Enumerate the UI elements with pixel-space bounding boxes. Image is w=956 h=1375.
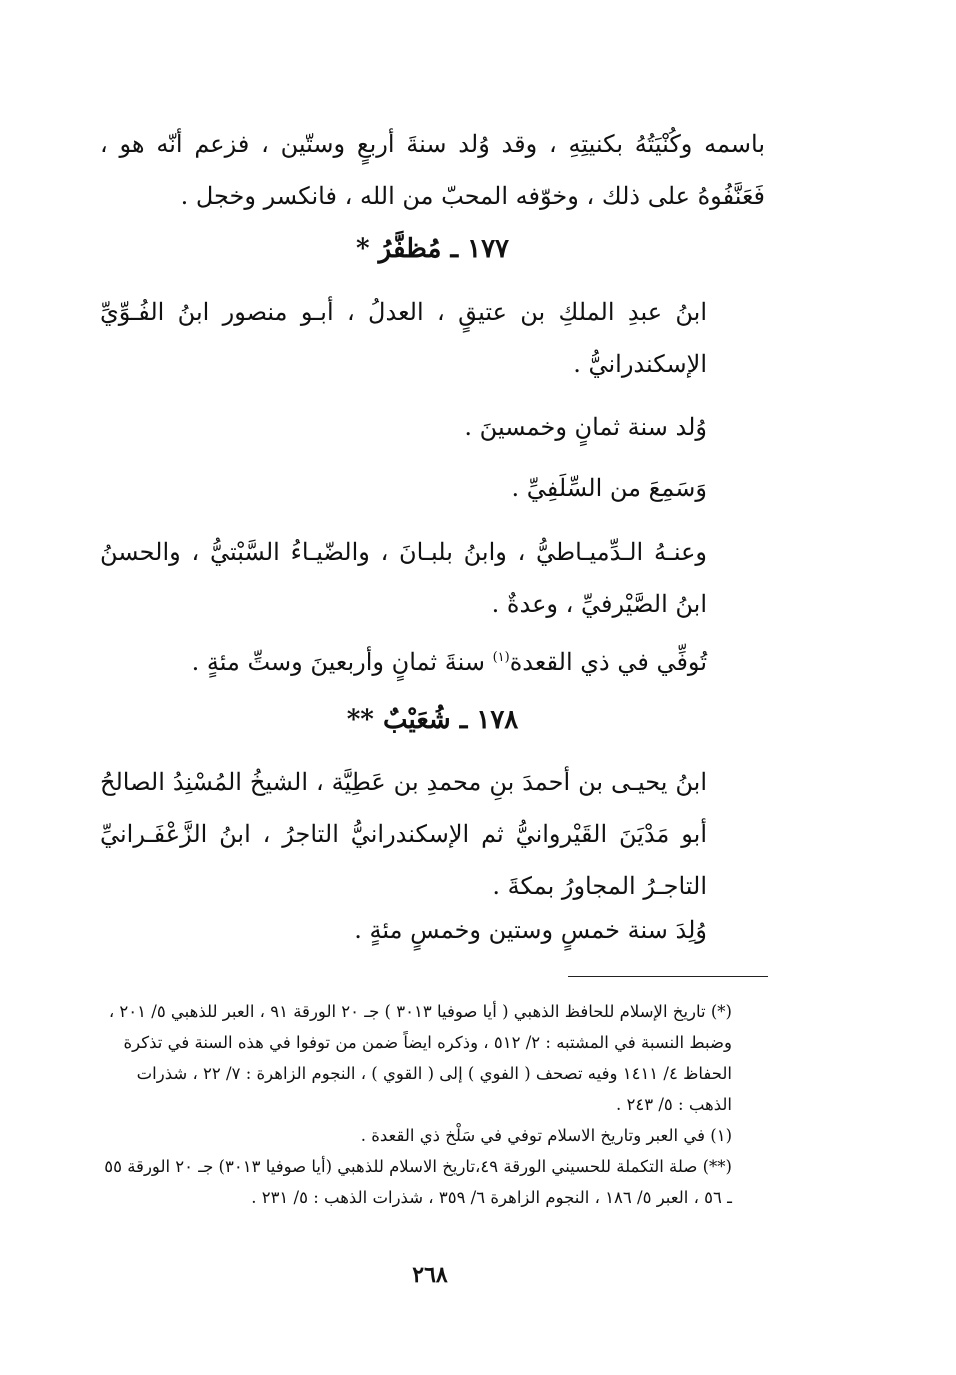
entry-177-lineage: ابنُ عبدِ الملكِ بن عتيقٍ ، العدلُ ، أبـو منصور ابنُ الفُـوِّيِّ الإسكندرانيُّ . [100, 298, 707, 378]
death-text: تُوفِّي في ذي القعدة [509, 648, 707, 676]
footnote-1: (١) في العبر وتاريخ الاسلام توفي في سَلْخ ذي القعدة . [360, 1126, 732, 1145]
entry-177-heading: ١٧٧ ـ مُظفَّرُ * [355, 234, 510, 264]
intro-paragraph: باسمه وكُنْيَتُهُ بكنيتِهِ ، وقد وُلد سنةَ أربعٍ وستّين ، فزعم أنّه هو ، فَعَنَّفُوهُ على ذلك ، وخوّفه المحبّ من الله ، فانكسر وخجل . [100, 130, 765, 210]
entry-177-students: وعنـهُ الـدِّميـاطيُّ ، وابنُ بلبـانَ ، والضّيـاءُ السَّبْتيُّ ، والحسنُ ابنُ الصَّيْرفيِّ ، وعدةٌ . [100, 538, 707, 618]
footnote-ref-1: (١) [492, 650, 510, 665]
entry-177-heard-from: وَسَمِعَ من السِّلَفِيِّ . [511, 474, 707, 502]
footnote-star: (*) تاريخ الإسلام للحافظ الذهبي ( أيا صوفيا ٣٠١٣ ) جـ ٢٠ الورقة ٩١ ، العبر للذهبي ٥/ ٢٠١ ، وضبط النسبة في المشتبه : ٢/ ٥١٢ ، وذكره ايضاً ضمن من توفوا في هذه السنة في تذكرة الحفاظ ٤/ ١٤١١ وفيه تصحف ( الفوي ) إلى ( القوي ) ، النجوم الزاهرة : ٧/ ٢٢ ، شذرات الذهب : ٥/ ٢٤٣ . [108, 1002, 732, 1114]
footnotes [100, 996, 770, 1213]
page-number: ٢٦٨ [412, 1262, 448, 1288]
entry-178-lineage: ابنُ يحيـى بن أحمدَ بنِ محمدِ بن عَطِيَّة ، الشيخُ المُسْنِدُ الصالحُ أبو مَدْيَنَ القَيْروانيُّ ثم الإسكندرانيُّ التاجرُ ، ابنُ الزَّعْفَـرانيِّ التاجـرُ المجاورُ بمكةَ . [100, 768, 707, 900]
footnote-double-star: (**) صلة التكملة للحسيني الورقة ٤٩،تاريخ الاسلام للذهبي (أيا صوفيا ٣٠١٣) جـ ٢٠ الورقة ٥٥ ـ ٥٦ ، العبر ٥/ ١٨٦ ، النجوم الزاهرة ٦/ ٣٥٩ ، شذرات الذهب : ٥/ ٢٣١ . [104, 1157, 732, 1207]
footnote-separator [568, 976, 768, 977]
entry-177-birth: وُلد سنة ثمانٍ وخمسينَ . [464, 413, 707, 441]
entry-178-birth: وُلِدَ سنة خمسٍ وستين وخمسٍ مئةٍ . [354, 916, 707, 944]
entry-178-heading: ١٧٨ ـ شُعَيْبٌ ** [346, 705, 519, 735]
entry-177-death [100, 636, 765, 688]
death-text-rest: سنةَ ثمانٍ وأربعينَ وستِّ مئةٍ . [191, 648, 493, 676]
